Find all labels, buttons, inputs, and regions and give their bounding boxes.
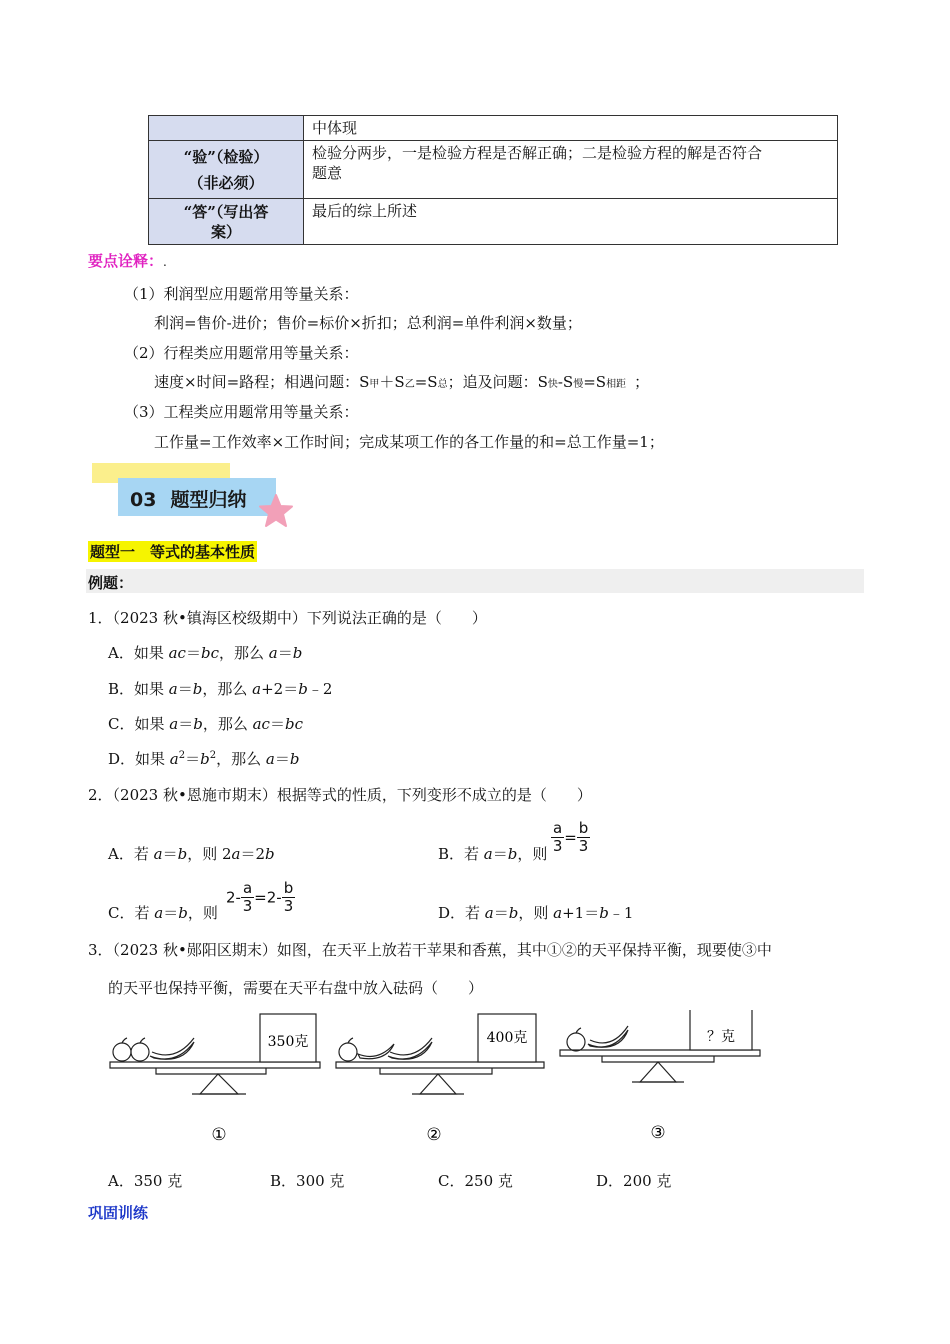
question-2-option-b	[438, 843, 547, 864]
denominator: 3	[578, 837, 589, 855]
balance-3-label: ③	[650, 1123, 666, 1143]
text: ＝	[162, 845, 178, 863]
keypoint-item-1-body: 利润=售价-进价；售价=标价×折扣；总利润=单件利润×数量；	[154, 314, 582, 332]
fraction	[551, 820, 564, 855]
var: a	[154, 904, 164, 922]
table-row	[149, 199, 838, 245]
head-line: 案）	[210, 222, 241, 241]
var: b	[177, 845, 188, 863]
text: ＝	[493, 904, 509, 922]
denominator: 3	[283, 897, 294, 915]
var: ac	[252, 715, 270, 733]
head-line: “答”（写出答	[183, 202, 269, 221]
superscript: 2	[209, 750, 217, 761]
var: b	[192, 680, 203, 698]
var: b	[508, 904, 519, 922]
var: a	[168, 680, 178, 698]
summary-table	[148, 115, 838, 245]
text: C．若	[108, 904, 155, 922]
text: +2＝	[261, 680, 299, 698]
var: b	[289, 750, 300, 768]
text: ＝	[185, 644, 201, 662]
numerator: a	[553, 819, 563, 837]
keypoint-item-1-title: （1）利润型应用题常用等量关系：	[124, 285, 359, 303]
text: ，那么	[216, 750, 266, 768]
question-1-stem: 1．（2023 秋•镇海区校级期中）下列说法正确的是（ ）	[88, 609, 487, 627]
var: b	[292, 644, 303, 662]
text: =S	[583, 373, 607, 391]
balance-2-weight: 400克	[486, 1030, 528, 1046]
text: ，则	[518, 904, 554, 922]
var: a	[252, 680, 262, 698]
var: a	[231, 845, 241, 863]
text: ，那么	[218, 644, 269, 662]
table-head-cell	[149, 141, 304, 199]
numerator: b	[578, 819, 589, 837]
text: ＋S	[379, 373, 405, 391]
balance-1-label: ①	[211, 1125, 227, 1145]
example-bar	[86, 569, 864, 593]
keypoint-item-3-title: （3）工程类应用题常用等量关系：	[124, 403, 359, 421]
var: bc	[200, 644, 219, 662]
body-line: 检验分两步，一是检验方程是否解正确；二是检验方程的解是否符合	[312, 144, 763, 162]
section-name: 题型归纳	[170, 489, 247, 511]
question-2-option-b-formula	[551, 820, 590, 855]
keypoint-item-2-body	[154, 371, 649, 392]
text: ；	[634, 373, 650, 391]
text: ＝	[492, 845, 508, 863]
subscript: 慢	[573, 379, 584, 390]
question-2-stem: 2．（2023 秋•恩施市期末）根据等式的性质，下列变形不成立的是（ ）	[88, 786, 592, 804]
var: ac	[168, 644, 186, 662]
text: =S	[414, 373, 438, 391]
example-label: 例题：	[88, 574, 134, 592]
text: ＝2	[240, 845, 265, 863]
keypoints-dot: .	[163, 255, 167, 269]
var: b	[507, 845, 518, 863]
text: C．如果	[108, 715, 170, 733]
balance-2-label: ②	[426, 1125, 442, 1145]
var: b	[298, 680, 308, 698]
text: ，则	[187, 904, 218, 922]
head-line: （非必须）	[188, 173, 264, 192]
var: a	[484, 904, 494, 922]
text: A．若	[108, 845, 154, 863]
text: ﹣2	[307, 680, 333, 698]
table-body-cell: 最后的综上所述	[304, 199, 838, 245]
fraction	[577, 820, 591, 855]
subscript: 乙	[404, 379, 415, 390]
text: ＝	[277, 644, 293, 662]
text: ；追及问题：S	[447, 373, 548, 391]
text: ，则 2	[187, 845, 232, 863]
text: B．如果	[108, 680, 169, 698]
text: D．如果	[108, 750, 170, 768]
head-line: “验”（检验）	[183, 147, 269, 166]
var: b	[178, 904, 188, 922]
var: a	[483, 845, 493, 863]
superscript: 2	[178, 750, 186, 761]
denominator: 3	[552, 837, 563, 855]
keypoints-heading	[88, 250, 167, 271]
question-1-option-c	[108, 713, 303, 734]
text: ，则	[517, 845, 548, 863]
fraction	[241, 880, 254, 915]
question-2-option-a	[108, 843, 275, 864]
question-1-option-b	[108, 678, 332, 699]
numerator: a	[242, 879, 253, 897]
text: ＝	[163, 904, 179, 922]
keypoint-item-3-body: 工作量=工作效率×工作时间；完成某项工作的各工作量的和=总工作量=1；	[154, 433, 664, 451]
keypoints-title: 要点诠释：	[88, 252, 164, 270]
var: a	[268, 644, 278, 662]
var: a	[169, 750, 179, 768]
balance-scale-1	[106, 1012, 324, 1146]
text: A．如果	[108, 644, 169, 662]
table-row	[149, 116, 838, 141]
question-3-option-a: A．350 克	[108, 1172, 183, 1190]
text: -S	[557, 373, 574, 391]
denominator: 3	[242, 897, 253, 915]
text: D．若	[438, 904, 485, 922]
body-line: 题意	[312, 164, 343, 182]
var: bc	[284, 715, 303, 733]
var: b	[193, 715, 203, 733]
question-3-option-d: D．200 克	[596, 1172, 672, 1190]
section-title	[130, 485, 246, 512]
table-row	[149, 141, 838, 199]
var: a	[265, 750, 275, 768]
question-3-stem-line-1: 3．（2023 秋•郧阳区期末）如图，在天平上放若干苹果和香蕉，其中①②的天平保持平衡，现要使③中	[88, 941, 772, 959]
balance-scale-3	[558, 1010, 764, 1144]
question-1-option-d	[108, 748, 299, 769]
question-3-option-b: B．300 克	[270, 1172, 345, 1190]
balance-1-weight: 350克	[267, 1034, 309, 1050]
text: 速度×时间=路程；相遇问题：S	[154, 373, 370, 391]
text: ＝	[274, 750, 290, 768]
subscript: 总	[437, 379, 448, 390]
consolidate-heading: 巩固训练	[88, 1204, 149, 1222]
section-number: 03	[130, 489, 157, 511]
var: a	[169, 715, 179, 733]
star-icon	[258, 494, 294, 528]
var: b	[599, 904, 609, 922]
text: ＝	[185, 750, 201, 768]
question-type-heading: 题型一 等式的基本性质	[90, 543, 256, 561]
question-3-option-c: C．250 克	[438, 1172, 513, 1190]
text: ＝	[177, 680, 193, 698]
subscript: 相距	[606, 379, 627, 390]
keypoint-item-2-title: （2）行程类应用题常用等量关系：	[124, 344, 359, 362]
text: =2-	[254, 888, 282, 907]
balance-3-weight: ？克	[707, 1029, 735, 1045]
table-head-cell	[149, 116, 304, 141]
var: b	[265, 845, 275, 863]
table-head-cell	[149, 199, 304, 245]
fraction	[282, 880, 296, 915]
text: ＝	[269, 715, 285, 733]
text: 2-	[226, 888, 241, 907]
question-1-option-a	[108, 642, 302, 663]
text: ＝	[178, 715, 194, 733]
text: =	[564, 828, 577, 847]
text: B．若	[438, 845, 484, 863]
var: b	[200, 750, 210, 768]
question-3-stem-line-2: 的天平也保持平衡，需要在天平右盘中放入砝码（ ）	[108, 979, 484, 997]
question-2-option-c-formula	[226, 880, 295, 915]
text: ﹣1	[608, 904, 634, 922]
text: ，那么	[202, 680, 253, 698]
text: +1＝	[562, 904, 600, 922]
table-body-cell	[304, 141, 838, 199]
var: a	[153, 845, 163, 863]
subscript: 甲	[369, 379, 380, 390]
balance-scale-2	[334, 1012, 548, 1146]
question-2-option-c	[108, 902, 218, 923]
table-body-cell: 中体现	[304, 116, 838, 141]
question-2-option-d	[438, 902, 633, 923]
numerator: b	[283, 879, 294, 897]
var: a	[553, 904, 563, 922]
subscript: 快	[547, 379, 558, 390]
text: ，那么	[202, 715, 253, 733]
